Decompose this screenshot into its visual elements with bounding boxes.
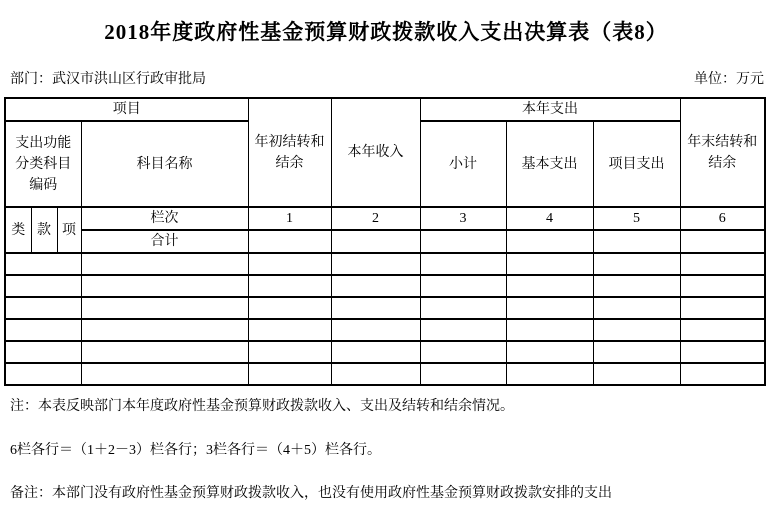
column-number-cell: 1 xyxy=(248,207,331,230)
empty-cell xyxy=(81,275,248,297)
empty-cell xyxy=(680,319,765,341)
empty-cell xyxy=(81,297,248,319)
column-index-label-cell: 栏次 xyxy=(81,207,248,230)
page-title: 2018年度政府性基金预算财政拨款收入支出决算表（表8） xyxy=(104,20,668,44)
column-number-cell: 3 xyxy=(420,207,506,230)
header-cell-subtotal: 小计 xyxy=(420,121,506,207)
empty-cell xyxy=(248,297,331,319)
empty-code-cell xyxy=(5,341,81,363)
header-cell-beginning-balance: 年初结转和结余 xyxy=(248,98,331,207)
empty-cell xyxy=(506,341,593,363)
empty-cell xyxy=(81,253,248,275)
header-cell-clause: 款 xyxy=(31,207,57,253)
empty-cell xyxy=(680,341,765,363)
note-formula: 6栏各行＝（1＋2－3）栏各行；3栏各行＝（4＋5）栏各行。 xyxy=(10,443,381,458)
empty-data-row xyxy=(5,253,765,275)
total-value-cell xyxy=(420,230,506,253)
header-cell-project-expenditure: 项目支出 xyxy=(593,121,680,207)
empty-code-cell xyxy=(5,319,81,341)
empty-cell xyxy=(420,275,506,297)
empty-data-row xyxy=(5,297,765,319)
total-label-cell: 合计 xyxy=(81,230,248,253)
column-number-cell: 2 xyxy=(331,207,420,230)
empty-cell xyxy=(593,341,680,363)
empty-cell xyxy=(81,363,248,385)
empty-cell xyxy=(593,253,680,275)
empty-cell xyxy=(331,341,420,363)
empty-cell xyxy=(680,253,765,275)
empty-cell xyxy=(420,297,506,319)
budget-table xyxy=(4,97,766,386)
note-remark: 备注：本部门没有政府性基金预算财政拨款收入，也没有使用政府性基金预算财政拨款安排的支出 xyxy=(10,486,612,501)
empty-cell xyxy=(593,275,680,297)
note-scope: 注：本表反映部门本年度政府性基金预算财政拨款收入、支出及结转和结余情况。 xyxy=(10,399,514,414)
empty-cell xyxy=(248,275,331,297)
total-value-cell xyxy=(331,230,420,253)
total-value-cell xyxy=(593,230,680,253)
total-value-cell xyxy=(506,230,593,253)
header-cell-current-year-expenditure: 本年支出 xyxy=(420,98,680,121)
empty-cell xyxy=(331,319,420,341)
column-index-row xyxy=(5,207,765,230)
total-row xyxy=(5,230,765,253)
empty-code-cell xyxy=(5,297,81,319)
empty-cell xyxy=(420,253,506,275)
empty-code-cell xyxy=(5,363,81,385)
empty-data-row xyxy=(5,341,765,363)
empty-cell xyxy=(331,253,420,275)
total-value-cell xyxy=(248,230,331,253)
empty-cell xyxy=(593,297,680,319)
department-label: 部门：武汉市洪山区行政审批局 xyxy=(10,72,206,87)
empty-cell xyxy=(420,363,506,385)
empty-cell xyxy=(680,363,765,385)
empty-cell xyxy=(248,319,331,341)
header-cell-current-year-income: 本年收入 xyxy=(331,98,420,207)
header-cell-subject-name: 科目名称 xyxy=(81,121,248,207)
column-number-cell: 4 xyxy=(506,207,593,230)
empty-cell xyxy=(680,275,765,297)
empty-cell xyxy=(81,319,248,341)
empty-data-row xyxy=(5,363,765,385)
empty-cell xyxy=(248,253,331,275)
column-number-cell: 5 xyxy=(593,207,680,230)
empty-data-row xyxy=(5,275,765,297)
empty-cell xyxy=(593,319,680,341)
empty-cell xyxy=(506,319,593,341)
empty-cell xyxy=(506,297,593,319)
total-value-cell xyxy=(680,230,765,253)
empty-cell xyxy=(331,297,420,319)
empty-code-cell xyxy=(5,253,81,275)
empty-cell xyxy=(506,253,593,275)
empty-cell xyxy=(593,363,680,385)
header-cell-category: 类 xyxy=(5,207,31,253)
empty-cell xyxy=(248,363,331,385)
empty-cell xyxy=(506,363,593,385)
column-number-cell: 6 xyxy=(680,207,765,230)
header-cell-expenditure-function-code xyxy=(5,121,81,207)
empty-code-cell xyxy=(5,275,81,297)
empty-cell xyxy=(331,363,420,385)
header-cell-item: 项 xyxy=(57,207,81,253)
header-row-project xyxy=(5,98,765,121)
meta-row xyxy=(10,72,764,88)
empty-cell xyxy=(506,275,593,297)
empty-data-row xyxy=(5,319,765,341)
expenditure-function-code-text: 支出功能分类科目编码 xyxy=(15,135,72,193)
empty-cell xyxy=(420,341,506,363)
unit-label: 单位：万元 xyxy=(694,72,764,87)
empty-cell xyxy=(331,275,420,297)
empty-cell xyxy=(420,319,506,341)
header-cell-ending-balance: 年末结转和结余 xyxy=(680,98,765,207)
header-cell-project: 项目 xyxy=(5,98,248,121)
header-cell-basic-expenditure: 基本支出 xyxy=(506,121,593,207)
empty-cell xyxy=(680,297,765,319)
empty-cell xyxy=(81,341,248,363)
empty-cell xyxy=(248,341,331,363)
